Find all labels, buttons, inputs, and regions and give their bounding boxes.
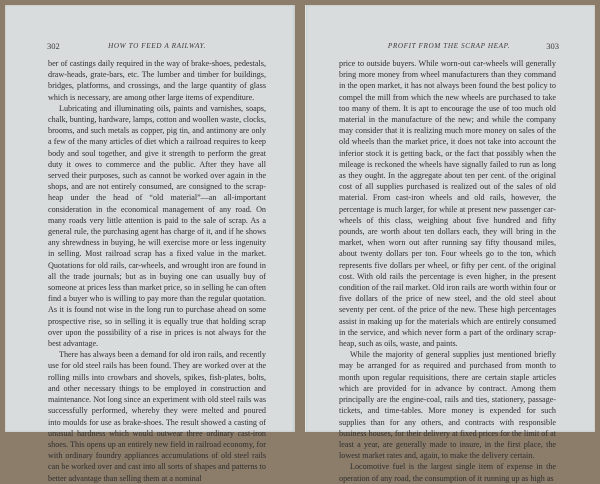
paragraph: Locomotive fuel is the largest single item of expense in the operation of any road, the consumption of it running up as high as — [339, 462, 556, 483]
running-head — [47, 41, 267, 53]
paragraph: price to outside buyers. While worn-out car-wheels will generally bring more money from wheel manufacturers than they command in the open market, it has not always been found the best policy to compel the mill from which the new wheels are purchased to take too many of them. It is apt to encourage the use of too much old material in the manufacture of the new; and while the company may consider that it is realizing much more money on sales of the old wheels than the market price, it does not take into account the inferior stock it is getting back, or the fact that possibly when the mileage is reckoned the wheels have signally failed to run as long as they ought. In the aggregate about ten per cent. of the original cost of all supplies purchased is realized out of the sales of old material. From cast-iron wheels and old rails, however, the percentage is much larger, for while at present new passenger car-wheels of this class, weighing about five hundred and fifty pounds, are worth about ten dollars each, they will bring in the market, when worn out after running say fifty thousand miles, about twenty dollars per ton. Four wheels go to the ton, which represents five dollars per wheel, or fifty per cent. of the original cost. With old rails the percentage is even higher, in the present condition of the rail market. Old iron rails are worth within four or five dollars of the price of new steel, and the old steel about seventy per cent. of the price of the new. These high percentages assist in making up for the materials which are entirely consumed in the service, and which never form a part of the ordinary scrap-heap, such as oils, waste, and paints. — [339, 59, 556, 349]
page-number: 303 — [546, 41, 559, 51]
paragraph: Lubricating and illuminating oils, paints and varnishes, soaps, chalk, bunting, hardware, lamps, cotton and woollen waste, clocks, brooms, and such metals as copper, pig tin, and antimony are only a few of the many articles of diet which a railroad requires to keep body and soul together, and give it strength to perform the great duty it owes to commerce and the public. After they have all served their purposes, such as cannot be worked over again in the shops, and are not entirely consumed, are consigned to the scrap-heap under the head of “old material”—an all-important consideration in the economical management of any road. On many roads very little attention is paid to the sale of scrap. As a general rule, the purchasing agent has charge of it, and if he shows any shrewdness in buying, he will exercise more or less ingenuity in selling. Most railroad scrap has a fixed value in the market. Quotations for old rails, car-wheels, and wrought iron are found in all the trade journals; but as in buying one can usually buy of someone at prices less than market price, so in selling he can often find a buyer who is willing to pay more than the regular quotation. As it is found not wise in the long run to purchase ahead on some prospective rise, so in selling it is equally true that holding scrap over upon the possibility of a rise in prices is not always for the best advantage. — [48, 103, 266, 349]
running-head-title: PROFIT FROM THE SCRAP HEAP. — [387, 42, 511, 50]
right-page — [305, 5, 595, 483]
page-number: 302 — [47, 41, 60, 51]
running-head — [339, 41, 559, 53]
paragraph: ber of castings daily required in the way of brake-shoes, pedestals, draw-heads, grate-bars, etc. The lumber and timber for buildings, bridges, platforms, and crossings, and the large quantity of glass which is necessary, are among other large items of expenditure. — [48, 59, 266, 102]
running-head-title: HOW TO FEED A RAILWAY. — [108, 42, 206, 50]
page-body-text — [339, 58, 556, 484]
paragraph: While the majority of general supplies just mentioned briefly may be arranged for as required and purchased from month to month upon regular requisitions, there are certain staple articles which are provided for in advance by contract. Among them principally are the engine-coal, rails and ties, stationery, passage-tickets, and time-tables. More money is expended for such supplies than for any others, and contracts with responsible business houses, for their delivery at fixed prices for the limit of at least a year, are generally made to insure, in the first place, the lowest market rates and, again, to make the delivery certain. — [339, 350, 556, 461]
left-page — [5, 5, 295, 483]
paragraph: There has always been a demand for old iron rails, and recently use for old steel rails has been found. They are worked over at the rolling mills into crowbars and shovels, spikes, fish-plates, bolts, and other necessary things to be employed in construction and maintenance. Not long since an experiment with old steel rails was successfully performed, whereby they were melted and poured into moulds for use as brake-shoes. The result showed a casting of unusual hardness which would outwear three ordinary cast-iron shoes. This opens up an entirely new field in railroad economy, for with ordinary foundry appliances accumulations of old steel rails can be worked over and cast into all sorts of shapes and patterns to better advantage than selling them at a nominal — [48, 350, 266, 483]
page-body-text — [48, 58, 266, 484]
